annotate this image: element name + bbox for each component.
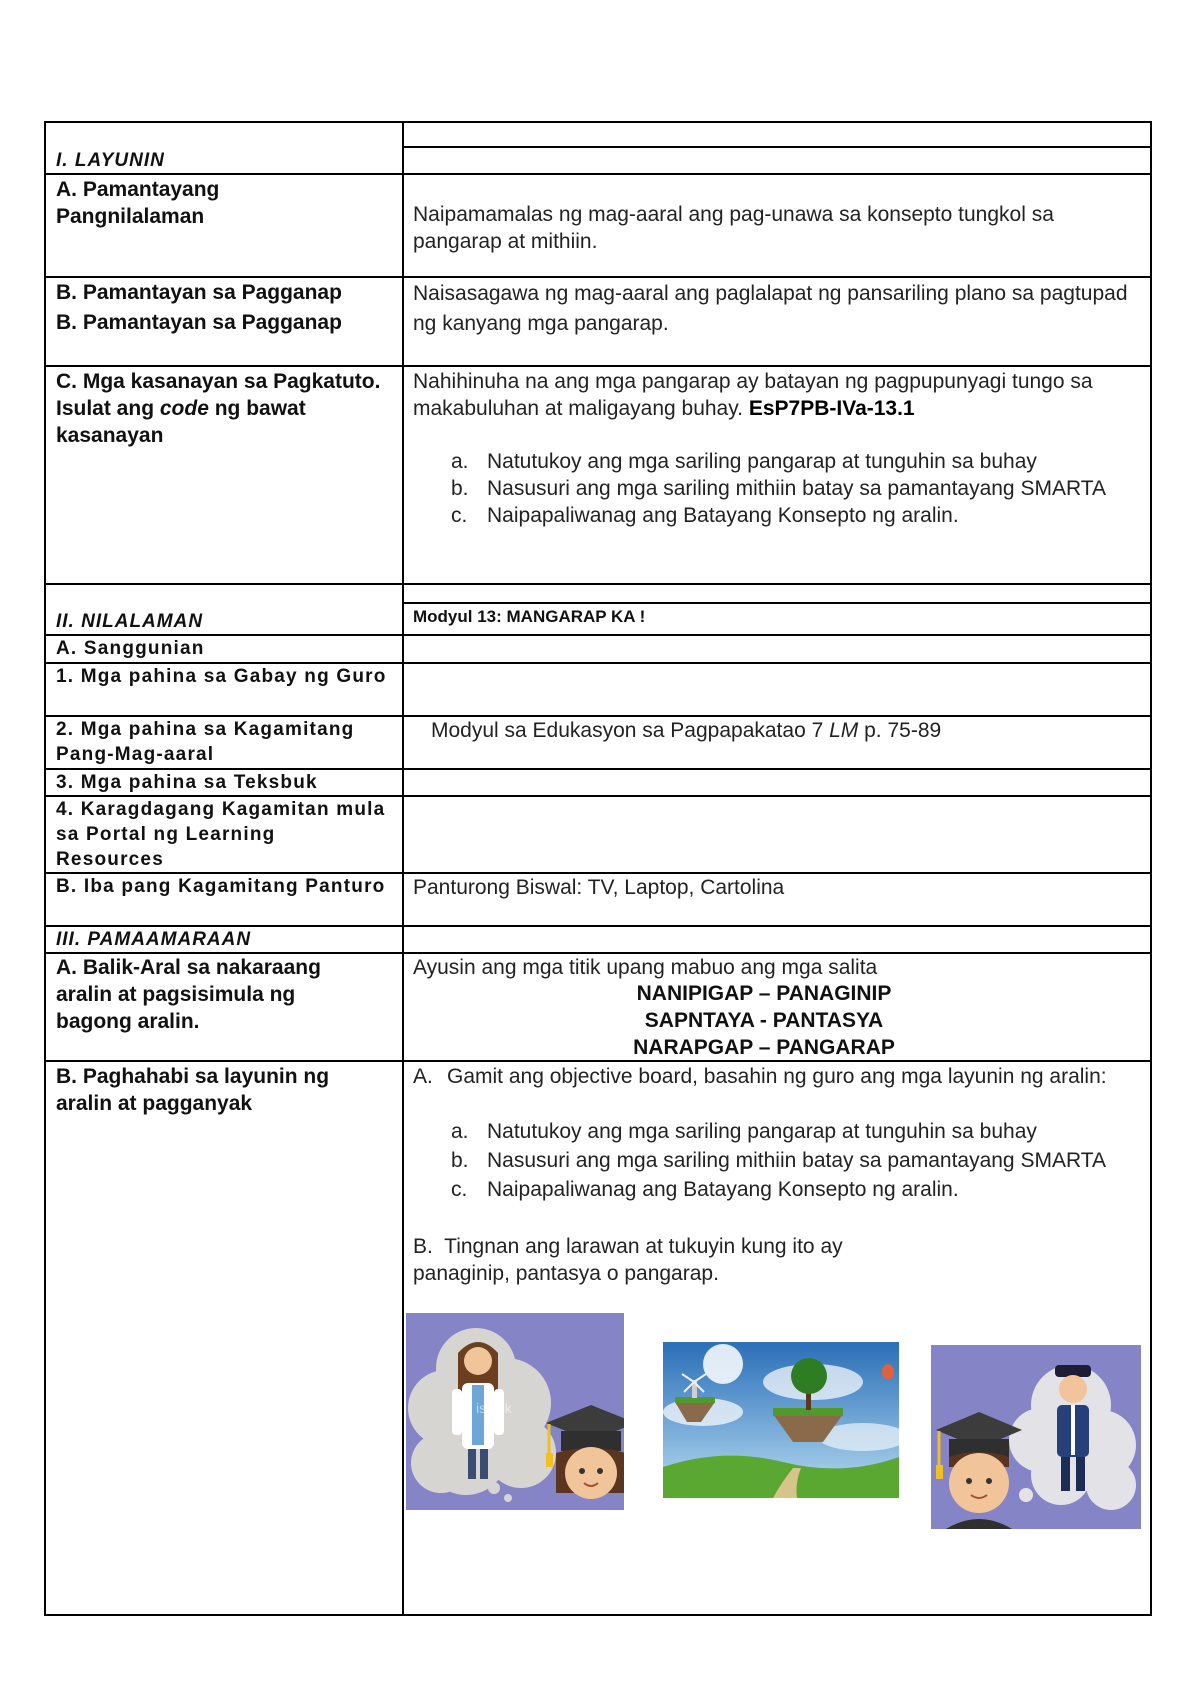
kasanayan-list	[413, 448, 1113, 529]
sanggunian-label: A. Sanggunian	[56, 638, 205, 659]
kasanayan-label	[56, 368, 396, 449]
kagamitang-mag-aaral-label: 2. Mga pahina sa Kagamitang Pang-Mag-aaral	[56, 719, 355, 765]
list-item	[413, 475, 1113, 502]
kasanayan-text	[413, 368, 1143, 422]
list-item-text: Naipapaliwanag ang Batayang Konsepto ng aralin.	[487, 1178, 959, 1201]
row-divider	[403, 146, 1152, 148]
list-marker: c.	[451, 1178, 468, 1201]
list-item	[413, 448, 1113, 475]
list-item	[413, 502, 1113, 529]
karagdagang-kagamitan-label: 4. Karagdagang Kagamitan mula sa Portal ng Learning Resources	[56, 799, 386, 870]
list-marker: A.	[413, 1065, 433, 1088]
column-divider	[402, 123, 404, 1614]
row-divider	[403, 602, 1152, 604]
row-divider	[46, 173, 1150, 175]
kagamitang-mag-aaral-text	[431, 717, 1131, 744]
balik-aral-label: A. Balik-Aral sa nakaraang aralin at pagsisimula ng bagong aralin.	[56, 956, 321, 1033]
doctor-dream-picture	[406, 1313, 624, 1510]
list-marker: B.	[413, 1235, 433, 1258]
list-item-text: Nasusuri ang mga sariling mithiin batay sa pamantayang SMARTA	[487, 1149, 1107, 1172]
list-marker: a.	[451, 1120, 469, 1143]
list-marker: c.	[451, 504, 468, 527]
pilot-dream-picture	[931, 1345, 1141, 1529]
kasanayan-code: EsP7PB-IVa-13.1	[748, 397, 915, 420]
pamantayan-pagganap-text: Naisasagawa ng mag-aaral ang paglalapat ng pansariling plano sa pagtupad ng kanyang mga pangarap.	[413, 282, 1128, 335]
list-item-text: Natutukoy ang mga sariling pangarap at tunguhin sa buhay	[487, 1120, 1037, 1143]
list-item-text: Nasusuri ang mga sariling mithiin batay sa pamantayang SMARTA	[487, 477, 1107, 500]
list-item	[413, 1146, 1113, 1175]
paghahabi-label: B. Paghahabi sa layunin ng aralin at pagganyak	[56, 1065, 330, 1115]
paghahabi-b-text: Tingnan ang larawan at tukuyin kung ito ay panaginip, pantasya o pangarap.	[413, 1235, 843, 1285]
list-marker: b.	[451, 477, 469, 500]
list-marker: b.	[451, 1149, 469, 1172]
lesson-plan-table	[44, 121, 1152, 1616]
modyul-reference-pages: p. 75-89	[858, 719, 942, 742]
list-item	[413, 1175, 1113, 1204]
fantasy-landscape-picture	[663, 1342, 899, 1498]
pamantayang-pangnilalaman-text: Naipamamalas ng mag-aaral ang pag-unawa sa konsepto tungkol sa pangarap at mithiin.	[413, 203, 1054, 253]
kasanayan-label-code: code	[159, 397, 209, 420]
pamantayan-pagganap-label: B. Pamantayan sa Pagganap	[56, 281, 342, 304]
paghahabi-b	[413, 1233, 883, 1287]
kasanayan-label-text: C. Mga kasanayan sa Pagkatuto. Isulat ang	[56, 370, 381, 420]
teksbuk-label: 3. Mga pahina sa Teksbuk	[56, 772, 318, 793]
paghahabi-a-text: Gamit ang objective board, basahin ng guro ang mga layunin ng aralin:	[447, 1065, 1107, 1088]
gabay-guro-label: 1. Mga pahina sa Gabay ng Guro	[56, 666, 387, 687]
modyul-reference: Modyul sa Edukasyon sa Pagpapakatao 7	[431, 719, 830, 742]
row-divider	[46, 583, 1150, 585]
list-item-text: Natutukoy ang mga sariling pangarap at tunguhin sa buhay	[487, 450, 1037, 473]
pamantayang-pangnilalaman-label: A. Pamantayang Pangnilalaman	[56, 178, 220, 228]
watermark-text: istock	[476, 1400, 512, 1416]
list-item-text: Naipapaliwanag ang Batayang Konsepto ng aralin.	[487, 504, 959, 527]
balik-aral-instruction: Ayusin ang mga titik upang mabuo ang mga salita	[413, 956, 878, 979]
scramble-pair: NANIPIGAP – PANAGINIP	[636, 982, 892, 1005]
scramble-pair: SAPNTAYA - PANTASYA	[644, 1009, 884, 1032]
kasanayan-label-text-end: ng bawat kasanayan	[56, 397, 306, 447]
kasanayan-description: Nahihinuha na ang mga pangarap ay batayan ng pagpupunyagi tungo sa makabuluhan at maligayang buhay.	[413, 370, 1093, 420]
paghahabi-a-item	[413, 1063, 1133, 1090]
paghahabi-a	[413, 1063, 1133, 1090]
iba-pang-kagamitan-text: Panturong Biswal: TV, Laptop, Cartolina	[413, 876, 785, 899]
pamantayan-pagganap-label-repeat: B. Pamantayan sa Pagganap	[56, 311, 342, 334]
scramble-pair: NARAPGAP – PANGARAP	[633, 1036, 895, 1059]
modyul-title: Modyul 13: MANGARAP KA !	[413, 607, 646, 626]
section-pamaamaraan: III. PAMAAMARAAN	[56, 929, 252, 950]
list-marker: a.	[451, 450, 469, 473]
list-item	[413, 1117, 1113, 1146]
paghahabi-list	[413, 1117, 1113, 1204]
row-divider	[46, 276, 1150, 278]
iba-pang-kagamitan-label: B. Iba pang Kagamitang Panturo	[56, 876, 386, 897]
modyul-reference-lm: LM	[829, 719, 859, 742]
section-nilalaman: II. NILALAMAN	[56, 611, 204, 632]
section-layunin: I. LAYUNIN	[56, 150, 165, 171]
row-divider	[46, 365, 1150, 367]
